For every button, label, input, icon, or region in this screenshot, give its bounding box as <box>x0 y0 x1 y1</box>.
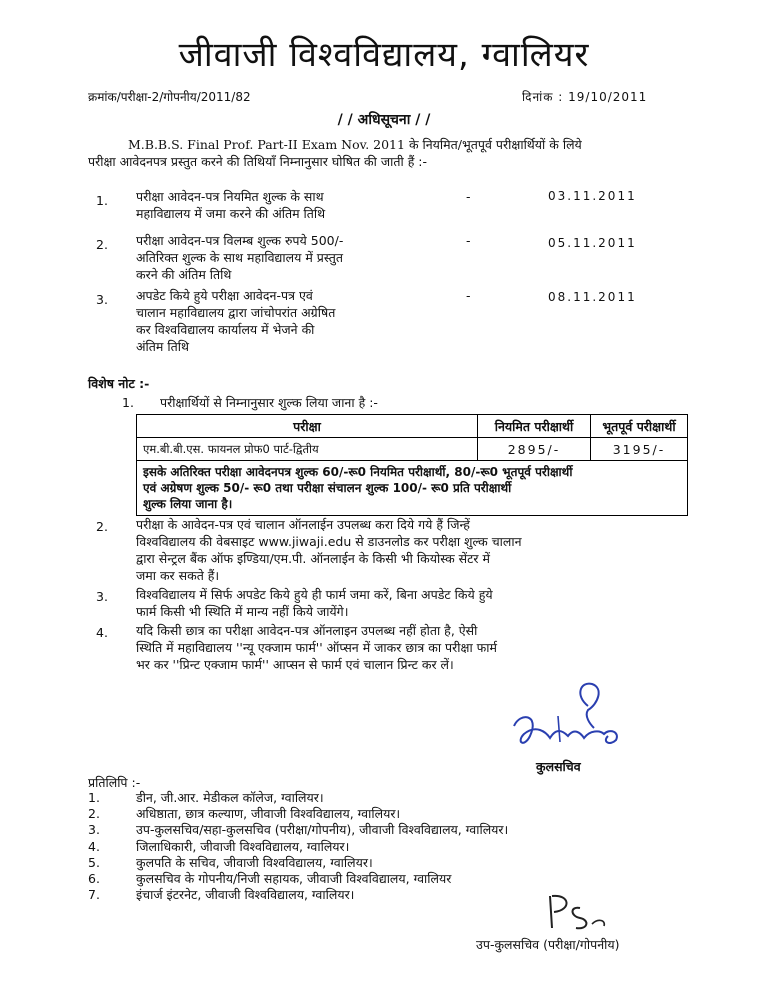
university-title: जीवाजी विश्वविद्यालय, ग्वालियर <box>178 35 590 75</box>
list-item: 5. कुलपति के सचिव, जीवाजी विश्वविद्यालय, ग्वालियर। <box>88 854 373 870</box>
table-header-regular: नियमित परीक्षार्थी <box>478 415 591 438</box>
note-number: 1. <box>122 395 134 410</box>
schedule-text: अपडेट किये हुये परीक्षा आवेदन-पत्र एवं चालान महाविद्यालय द्वारा जांचोपरांत अग्रेषित कर विश्वविद्यालय कार्यालय में भेजने की अंतिम तिथि <box>136 288 336 354</box>
note-number: 2. <box>96 519 108 534</box>
copy-to-list <box>88 790 508 903</box>
fee-table-header <box>137 415 688 438</box>
reference-number: क्रमांक/परीक्षा-2/गोपनीय/2011/82 <box>88 90 251 104</box>
list-item: 6. कुलसचिव के गोपनीय/निजी सहायक, जीवाजी विश्वविद्यालय, ग्वालियर <box>88 871 452 887</box>
table-header-ex: भूतपूर्व परीक्षार्थी <box>591 415 688 438</box>
list-item: 4. जिलाधिकारी, जीवाजी विश्वविद्यालय, ग्वालियर। <box>88 838 350 854</box>
notification-heading: / / अधिसूचना / / <box>337 112 431 128</box>
table-footer-note: इसके अतिरिक्त परीक्षा आवेदनपत्र शुल्क 60/-रू0 नियमित परीक्षार्थी, 80/-रू0 भूतपूर्व परीक्षार्थी एवं अग्रेषण शुल्क 50/- रू0 तथा परीक्षा संचालन शुल्क 100/- रू0 प्रति परीक्षार्थी शुल्क लिया जाना है। <box>137 461 688 516</box>
schedule-dash: - <box>466 233 471 248</box>
schedule-text: परीक्षा आवेदन-पत्र विलम्ब शुल्क रुपये 500/- अतिरिक्त शुल्क के साथ महाविद्यालय में प्रस्तुत करने की अंतिम तिथि <box>136 233 344 282</box>
note-text: परीक्षा के आवेदन-पत्र एवं चालान ऑनलाईन उपलब्ध करा दिये गये हैं जिन्हें विश्वविद्यालय की वेबसाइट www.jiwaji.edu से डाउनलोड कर परीक्षा शुल्क चालान द्वारा सेन्ट्रल बैंक ऑफ इण्डिया/एम.पी. ऑनलाईन के किसी भी कियोस्क सेंटर में जमा कर सकते हैं। <box>136 517 522 583</box>
copy-to-heading: प्रतिलिपि :- <box>88 775 141 790</box>
schedule-date: 05.11.2011 <box>548 236 637 250</box>
note-number: 4. <box>96 625 108 640</box>
schedule-dash: - <box>466 189 471 204</box>
schedule-dash: - <box>466 288 471 303</box>
schedule-date: 08.11.2011 <box>548 290 637 304</box>
registrar-signature <box>500 676 640 766</box>
note-number: 3. <box>96 589 108 604</box>
registrar-title: कुलसचिव <box>536 759 581 774</box>
deputy-registrar-title: उप-कुलसचिव (परीक्षा/गोपनीय) <box>476 937 620 952</box>
intro-line-2: परीक्षा आवेदनपत्र प्रस्तुत करने की तिथियाँ निम्नानुसार घोषित की जाती हैं :- <box>88 154 428 169</box>
table-header-exam: परीक्षा <box>137 415 478 438</box>
list-item: 3. उप-कुलसचिव/सहा-कुलसचिव (परीक्षा/गोपनीय), जीवाजी विश्वविद्यालय, ग्वालियर। <box>88 822 509 838</box>
schedule-date: 03.11.2011 <box>548 189 637 203</box>
intro-line-1: M.B.B.S. Final Prof. Part-II Exam Nov. 2011 के नियमित/भूतपूर्व परीक्षार्थियों के लिये <box>128 137 582 152</box>
table-footer-row <box>137 461 688 516</box>
list-item: 2. अधिष्ठाता, छात्र कल्याण, जीवाजी विश्वविद्यालय, ग्वालियर। <box>88 806 401 822</box>
note-text: विश्वविद्यालय में सिर्फ अपडेट किये हुये ही फार्म जमा करें, बिना अपडेट किये हुये फार्म किसी भी स्थिति में मान्य नहीं किये जायेंगे। <box>136 587 493 619</box>
fee-table <box>136 414 688 516</box>
list-item: 7. इंचार्ज इंटरनेट, जीवाजी विश्वविद्यालय, ग्वालियर। <box>88 887 355 903</box>
table-row <box>137 438 688 461</box>
schedule-number: 1. <box>96 193 108 208</box>
schedule-text: परीक्षा आवेदन-पत्र नियमित शुल्क के साथ महाविद्यालय में जमा करने की अंतिम तिथि <box>136 189 326 221</box>
note-text: परीक्षार्थियों से निम्नानुसार शुल्क लिया जाना है :- <box>160 395 378 410</box>
deputy-registrar-signature <box>540 888 630 936</box>
table-cell-exam: एम.बी.बी.एस. फायनल प्रोफ0 पार्ट-द्वितीय <box>137 438 478 461</box>
schedule-number: 2. <box>96 237 108 252</box>
note-text: यदि किसी छात्र का परीक्षा आवेदन-पत्र ऑनलाइन उपलब्ध नहीं होता है, ऐसी स्थिति में महाविद्यालय ''न्यू एक्जाम फार्म'' ऑप्सन में जाकर छात्र का परीक्षा फार्म भर कर ''प्रिन्ट एक्जाम फार्म'' आप्सन से फार्म एवं चालान प्रिन्ट कर लें। <box>136 623 498 672</box>
table-cell-regular-fee: 2895/- <box>478 438 591 461</box>
notice-date: दिनांक : 19/10/2011 <box>522 90 648 104</box>
table-cell-ex-fee: 3195/- <box>591 438 688 461</box>
schedule-number: 3. <box>96 292 108 307</box>
list-item: 1. डीन, जी.आर. मेडीकल कॉलेज, ग्वालियर। <box>88 790 324 805</box>
special-note-heading: विशेष नोट :- <box>88 376 150 391</box>
